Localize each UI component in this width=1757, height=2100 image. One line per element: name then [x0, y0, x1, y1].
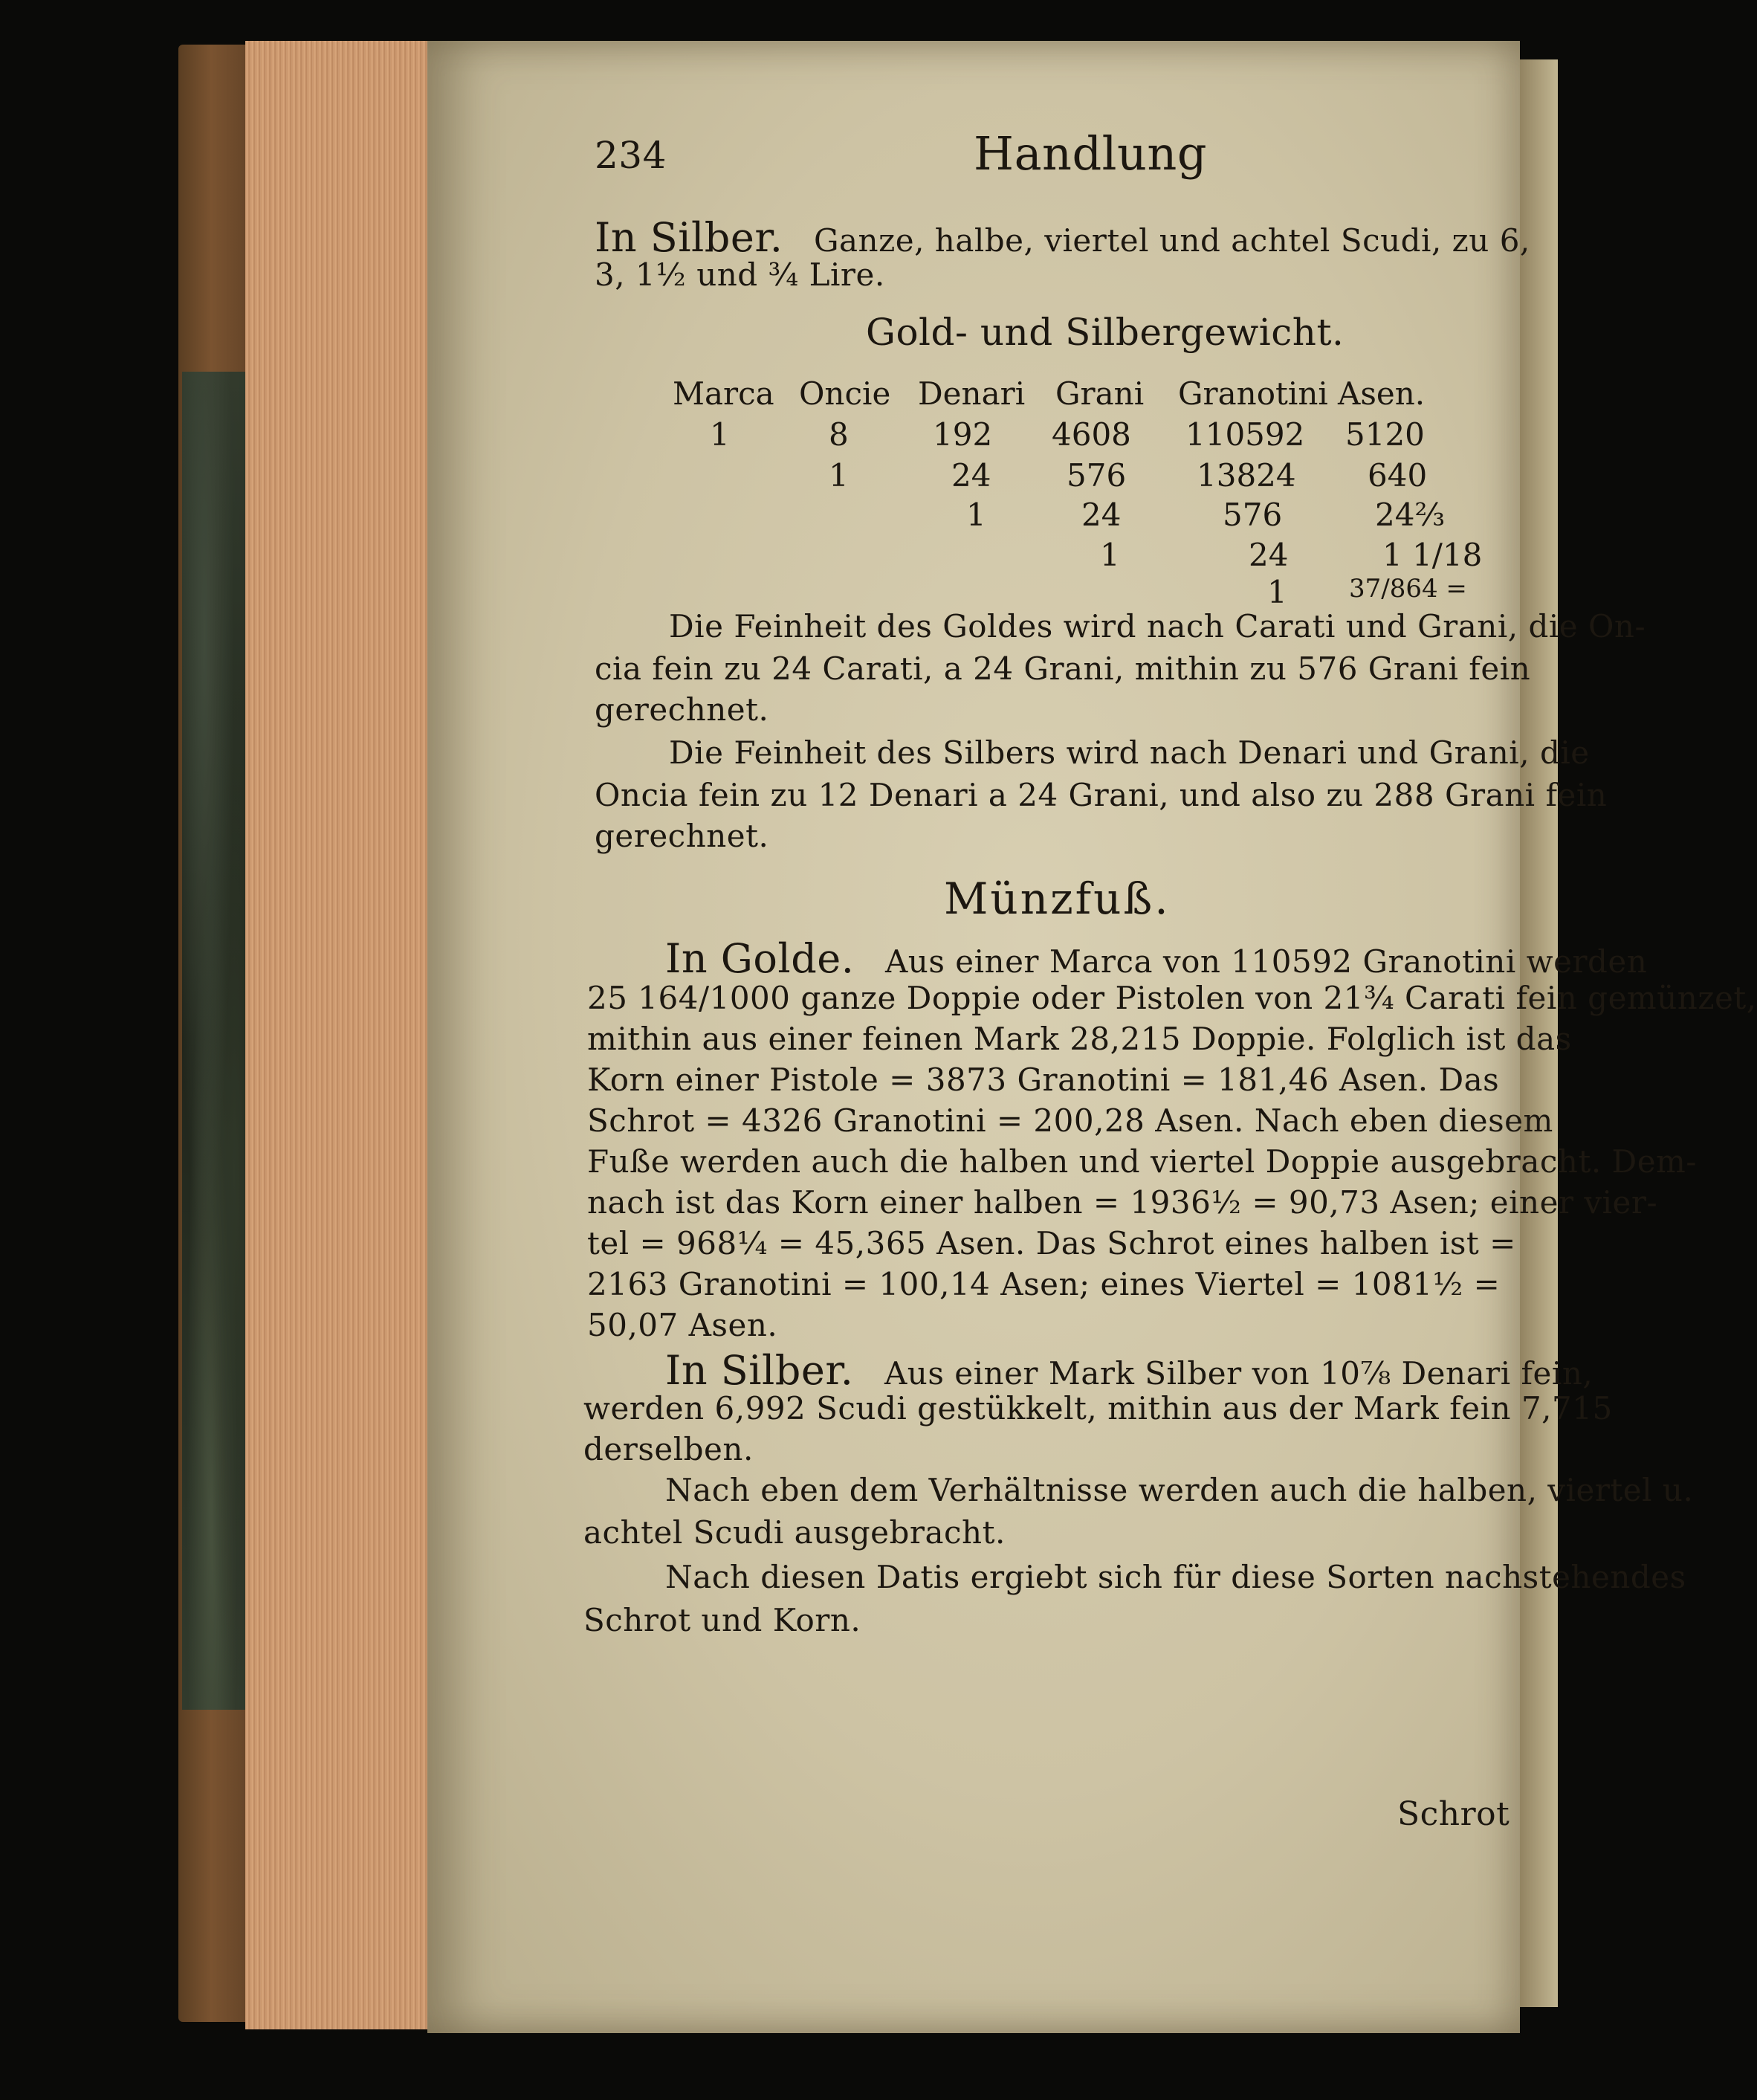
silver-coins-line-2: 3, 1½ und ¾ Lire.	[595, 256, 885, 293]
silver-fineness-line-3: gerechnet.	[595, 818, 769, 854]
table-cell: 24⅔	[1375, 497, 1446, 533]
table-cell: 5120	[1345, 416, 1425, 453]
data-line-2: Schrot und Korn.	[583, 1602, 861, 1638]
gold-fineness-line-3: gerechnet.	[595, 691, 769, 728]
gold-fineness-line-2: cia fein zu 24 Carati, a 24 Grani, mithin zu 576 Grani fein	[595, 650, 1531, 687]
col-marca: Marca	[673, 375, 774, 412]
data-line-1: Nach diesen Datis ergiebt sich für diese Sorten nachstehendes	[665, 1559, 1686, 1595]
gold-lead: In Golde.	[665, 935, 855, 982]
silver-fineness-line-1: Die Feinheit des Silbers wird nach Denari und Grani, die	[669, 734, 1590, 771]
silver-lead: In Silber.	[595, 214, 783, 261]
col-asen: Asen.	[1338, 375, 1426, 412]
gold-coinage-line-2: 25 164/1000 ganze Doppie oder Pistolen von 21¾ Carati fein gemünzet,	[587, 980, 1757, 1016]
col-granotini: Granotini	[1178, 375, 1328, 412]
table-cell: 1	[1100, 537, 1120, 573]
gold-coinage-line-4: Korn einer Pistole = 3873 Granotini = 181,46 Asen. Das	[587, 1062, 1500, 1098]
page-edges	[245, 41, 439, 2029]
table-cell: 576	[1067, 457, 1127, 494]
table-cell: 24	[1081, 497, 1122, 533]
silver-coinage-text: Aus einer Mark Silber von 10⅞ Denari fein,	[884, 1355, 1593, 1392]
gold-coinage-line-9: 2163 Granotini = 100,14 Asen; eines Viertel = 1081½ =	[587, 1266, 1501, 1302]
gold-coinage-line-3: mithin aus einer feinen Mark 28,215 Doppie. Folglich ist das	[587, 1021, 1572, 1057]
silver-coins-line-1	[595, 214, 1530, 261]
table-cell: 576	[1223, 497, 1283, 533]
table-cell: 1 1/18	[1382, 537, 1483, 573]
table-cell: 1	[966, 497, 986, 533]
table-cell: 8	[829, 416, 849, 453]
gold-coinage-line-10: 50,07 Asen.	[587, 1307, 778, 1343]
gold-coinage-line-7: nach ist das Korn einer halben = 1936½ = 90,73 Asen; einer vier-	[587, 1184, 1658, 1221]
gold-coinage-line-8: tel = 968¼ = 45,365 Asen. Das Schrot eines halben ist =	[587, 1225, 1516, 1261]
silver-fineness-line-2: Oncia fein zu 12 Denari a 24 Grani, und also zu 288 Grani fein	[595, 777, 1608, 813]
table-cell: 37/864 =	[1349, 574, 1467, 604]
table-cell: 1	[1267, 574, 1287, 610]
gold-coinage-line-5: Schrot = 4326 Granotini = 200,28 Asen. Nach eben diesem	[587, 1102, 1553, 1139]
table-cell: 24	[951, 457, 991, 494]
proportion-line-2: achtel Scudi ausgebracht.	[583, 1514, 1006, 1551]
table-cell: 192	[933, 416, 993, 453]
col-grani: Grani	[1055, 375, 1145, 412]
col-denari: Denari	[918, 375, 1026, 412]
table-cell: 24	[1249, 537, 1289, 573]
page-number: 234	[595, 134, 667, 177]
catchword: Schrot	[1397, 1795, 1510, 1833]
table-cell: 13824	[1197, 457, 1296, 494]
table-cell: 1	[829, 457, 849, 494]
silver-coinage-line-1	[665, 1347, 1593, 1394]
silver-coinage-line-2: werden 6,992 Scudi gestükkelt, mithin aus der Mark fein 7,715	[583, 1390, 1613, 1427]
table-cell: 1	[710, 416, 730, 453]
gold-fineness-line-1: Die Feinheit des Goldes wird nach Carati und Grani, die On-	[669, 608, 1646, 644]
col-oncie: Oncie	[799, 375, 891, 412]
silver-coins-text: Ganze, halbe, viertel und achtel Scudi, zu 6,	[813, 222, 1530, 259]
table-cell: 110592	[1185, 416, 1305, 453]
gold-coinage-line-1	[665, 935, 1647, 982]
table-cell: 640	[1368, 457, 1428, 494]
running-title: Handlung	[974, 126, 1208, 181]
silver-coinage-lead: In Silber.	[665, 1347, 854, 1394]
table-cell: 4608	[1052, 416, 1131, 453]
silver-coinage-line-3: derselben.	[583, 1431, 754, 1467]
gold-coinage-text: Aus einer Marca von 110592 Granotini werden	[884, 943, 1648, 980]
coinage-heading: Münzfuß.	[944, 873, 1171, 924]
weights-heading: Gold- und Silbergewicht.	[866, 311, 1345, 354]
gold-coinage-line-6: Fuße werden auch die halben und viertel Doppie ausgebracht. Dem-	[587, 1143, 1698, 1180]
proportion-line-1: Nach eben dem Verhältnisse werden auch die halben, viertel u.	[665, 1472, 1694, 1508]
